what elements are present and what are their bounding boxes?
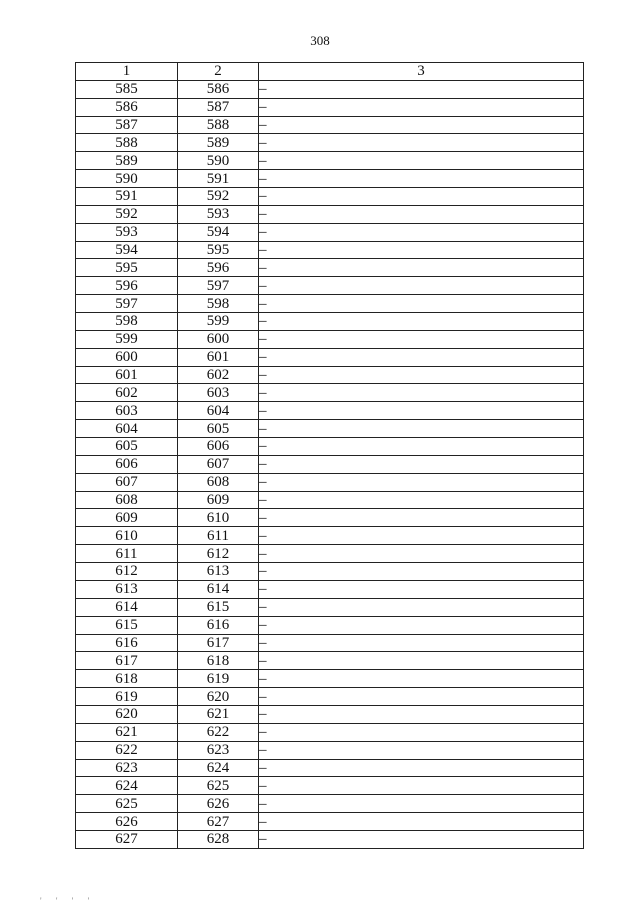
table-cell-col-1: 612 (76, 563, 178, 581)
table-cell-col-1: 596 (76, 277, 178, 295)
table-cell-col-1: 588 (76, 134, 178, 152)
table-cell-col-3: – (259, 420, 584, 438)
table-cell-col-3: – (259, 223, 584, 241)
table-cell-col-3: – (259, 688, 584, 706)
table-cell-col-2: 594 (178, 223, 259, 241)
table-cell-col-1: 611 (76, 545, 178, 563)
table-row (76, 259, 584, 277)
table-cell-col-1: 623 (76, 759, 178, 777)
table-row (76, 384, 584, 402)
table-cell-col-1: 613 (76, 580, 178, 598)
table-row (76, 652, 584, 670)
table-cell-col-2: 587 (178, 98, 259, 116)
table-cell-col-2: 589 (178, 134, 259, 152)
table-cell-col-2: 595 (178, 241, 259, 259)
table-cell-col-2: 598 (178, 295, 259, 313)
table-cell-col-1: 591 (76, 188, 178, 206)
table-cell-col-2: 596 (178, 259, 259, 277)
table-cell-col-3: – (259, 580, 584, 598)
table-cell-col-1: 597 (76, 295, 178, 313)
table-cell-col-2: 611 (178, 527, 259, 545)
table-row (76, 438, 584, 456)
table-cell-col-1: 600 (76, 348, 178, 366)
table-cell-col-2: 616 (178, 616, 259, 634)
table-cell-col-1: 606 (76, 455, 178, 473)
page-number: 308 (310, 33, 330, 48)
table-cell-col-2: 624 (178, 759, 259, 777)
table-cell-col-3: – (259, 384, 584, 402)
table-row (76, 455, 584, 473)
table-cell-col-2: 608 (178, 473, 259, 491)
table-row (76, 598, 584, 616)
table-row (76, 741, 584, 759)
table-row (76, 170, 584, 188)
table-cell-col-1: 594 (76, 241, 178, 259)
table-cell-col-2: 606 (178, 438, 259, 456)
table-cell-col-3: – (259, 545, 584, 563)
table-cell-col-2: 628 (178, 830, 259, 848)
table-row (76, 777, 584, 795)
table-cell-col-3: – (259, 152, 584, 170)
table-cell-col-2: 625 (178, 777, 259, 795)
table-cell-col-1: 599 (76, 330, 178, 348)
table-cell-col-3: – (259, 80, 584, 98)
table-row (76, 830, 584, 848)
table-cell-col-2: 617 (178, 634, 259, 652)
table-row (76, 295, 584, 313)
table-row (76, 723, 584, 741)
table-cell-col-3: – (259, 527, 584, 545)
table-cell-col-3: – (259, 563, 584, 581)
table-row (76, 509, 584, 527)
table-cell-col-2: 604 (178, 402, 259, 420)
table-cell-col-1: 601 (76, 366, 178, 384)
table-cell-col-3: – (259, 473, 584, 491)
table-row (76, 634, 584, 652)
table-cell-col-2: 597 (178, 277, 259, 295)
table-cell-col-2: 603 (178, 384, 259, 402)
table-cell-col-3: – (259, 313, 584, 331)
table-cell-col-3: – (259, 830, 584, 848)
table-cell-col-1: 626 (76, 813, 178, 831)
table-cell-col-3: – (259, 795, 584, 813)
table-cell-col-2: 626 (178, 795, 259, 813)
table-cell-col-2: 601 (178, 348, 259, 366)
header-row (76, 63, 584, 81)
table-cell-col-2: 622 (178, 723, 259, 741)
table-row (76, 580, 584, 598)
footer-marks: ' ' ' ' (40, 896, 96, 906)
table-row (76, 759, 584, 777)
table-body (76, 80, 584, 848)
table-row (76, 527, 584, 545)
table-cell-col-1: 627 (76, 830, 178, 848)
header-col-1: 1 (76, 63, 178, 81)
table-cell-col-3: – (259, 652, 584, 670)
table-cell-col-2: 627 (178, 813, 259, 831)
table-cell-col-1: 618 (76, 670, 178, 688)
table-cell-col-1: 625 (76, 795, 178, 813)
table-row (76, 688, 584, 706)
data-table (75, 62, 584, 849)
table-row (76, 813, 584, 831)
table-cell-col-1: 620 (76, 705, 178, 723)
table-cell-col-3: – (259, 759, 584, 777)
table-cell-col-3: – (259, 705, 584, 723)
table-header (76, 63, 584, 81)
table-cell-col-3: – (259, 170, 584, 188)
table-cell-col-1: 593 (76, 223, 178, 241)
table-cell-col-1: 614 (76, 598, 178, 616)
table-cell-col-3: – (259, 438, 584, 456)
table-cell-col-2: 586 (178, 80, 259, 98)
table-cell-col-2: 620 (178, 688, 259, 706)
table-cell-col-1: 621 (76, 723, 178, 741)
table-cell-col-3: – (259, 777, 584, 795)
table-cell-col-2: 605 (178, 420, 259, 438)
header-col-3: 3 (259, 63, 584, 81)
table-cell-col-2: 610 (178, 509, 259, 527)
table-cell-col-3: – (259, 723, 584, 741)
table-row (76, 134, 584, 152)
table-cell-col-3: – (259, 348, 584, 366)
table-cell-col-2: 592 (178, 188, 259, 206)
table-cell-col-3: – (259, 188, 584, 206)
table-row (76, 420, 584, 438)
table-cell-col-1: 595 (76, 259, 178, 277)
table-row (76, 670, 584, 688)
table-cell-col-2: 615 (178, 598, 259, 616)
table-cell-col-2: 588 (178, 116, 259, 134)
table-cell-col-2: 590 (178, 152, 259, 170)
table-cell-col-2: 609 (178, 491, 259, 509)
table-row (76, 705, 584, 723)
table-cell-col-3: – (259, 277, 584, 295)
table-row (76, 402, 584, 420)
table-cell-col-1: 587 (76, 116, 178, 134)
table-cell-col-1: 619 (76, 688, 178, 706)
table-cell-col-1: 586 (76, 98, 178, 116)
table-cell-col-3: – (259, 98, 584, 116)
table-cell-col-2: 602 (178, 366, 259, 384)
table-row (76, 205, 584, 223)
table-row (76, 98, 584, 116)
table-cell-col-3: – (259, 509, 584, 527)
table-cell-col-1: 598 (76, 313, 178, 331)
table-cell-col-2: 599 (178, 313, 259, 331)
table-cell-col-2: 607 (178, 455, 259, 473)
table-row (76, 80, 584, 98)
table-cell-col-3: – (259, 205, 584, 223)
table-cell-col-3: – (259, 241, 584, 259)
table-cell-col-1: 602 (76, 384, 178, 402)
table-row (76, 616, 584, 634)
table-cell-col-3: – (259, 670, 584, 688)
table-row (76, 223, 584, 241)
table-cell-col-2: 600 (178, 330, 259, 348)
table-row (76, 152, 584, 170)
table-cell-col-3: – (259, 295, 584, 313)
table-cell-col-2: 612 (178, 545, 259, 563)
header-col-2: 2 (178, 63, 259, 81)
table-cell-col-1: 592 (76, 205, 178, 223)
table-cell-col-1: 609 (76, 509, 178, 527)
table-cell-col-3: – (259, 366, 584, 384)
table-cell-col-1: 617 (76, 652, 178, 670)
table-row (76, 366, 584, 384)
table-cell-col-1: 585 (76, 80, 178, 98)
table-row (76, 188, 584, 206)
table-cell-col-3: – (259, 259, 584, 277)
table-cell-col-3: – (259, 634, 584, 652)
table-row (76, 241, 584, 259)
table-row (76, 795, 584, 813)
table-cell-col-1: 622 (76, 741, 178, 759)
table-row (76, 491, 584, 509)
table-cell-col-3: – (259, 491, 584, 509)
table-cell-col-1: 624 (76, 777, 178, 795)
table-cell-col-2: 613 (178, 563, 259, 581)
table-cell-col-1: 590 (76, 170, 178, 188)
table-cell-col-2: 614 (178, 580, 259, 598)
table-cell-col-2: 621 (178, 705, 259, 723)
table-row (76, 116, 584, 134)
table-cell-col-1: 589 (76, 152, 178, 170)
table-cell-col-3: – (259, 330, 584, 348)
table-row (76, 473, 584, 491)
table-cell-col-2: 593 (178, 205, 259, 223)
table-cell-col-2: 591 (178, 170, 259, 188)
table-cell-col-2: 618 (178, 652, 259, 670)
table-row (76, 348, 584, 366)
table-row (76, 563, 584, 581)
table-row (76, 545, 584, 563)
table-cell-col-1: 603 (76, 402, 178, 420)
table-cell-col-3: – (259, 813, 584, 831)
table-cell-col-3: – (259, 741, 584, 759)
table-row (76, 330, 584, 348)
table-cell-col-3: – (259, 598, 584, 616)
table-cell-col-3: – (259, 116, 584, 134)
table-row (76, 277, 584, 295)
table-cell-col-1: 608 (76, 491, 178, 509)
table-cell-col-2: 619 (178, 670, 259, 688)
table-cell-col-3: – (259, 402, 584, 420)
table-cell-col-2: 623 (178, 741, 259, 759)
table-cell-col-1: 607 (76, 473, 178, 491)
table-cell-col-1: 604 (76, 420, 178, 438)
table-cell-col-3: – (259, 134, 584, 152)
table-cell-col-3: – (259, 616, 584, 634)
table-cell-col-1: 610 (76, 527, 178, 545)
table-row (76, 313, 584, 331)
table-cell-col-1: 605 (76, 438, 178, 456)
table-cell-col-3: – (259, 455, 584, 473)
table-cell-col-1: 616 (76, 634, 178, 652)
table-cell-col-1: 615 (76, 616, 178, 634)
